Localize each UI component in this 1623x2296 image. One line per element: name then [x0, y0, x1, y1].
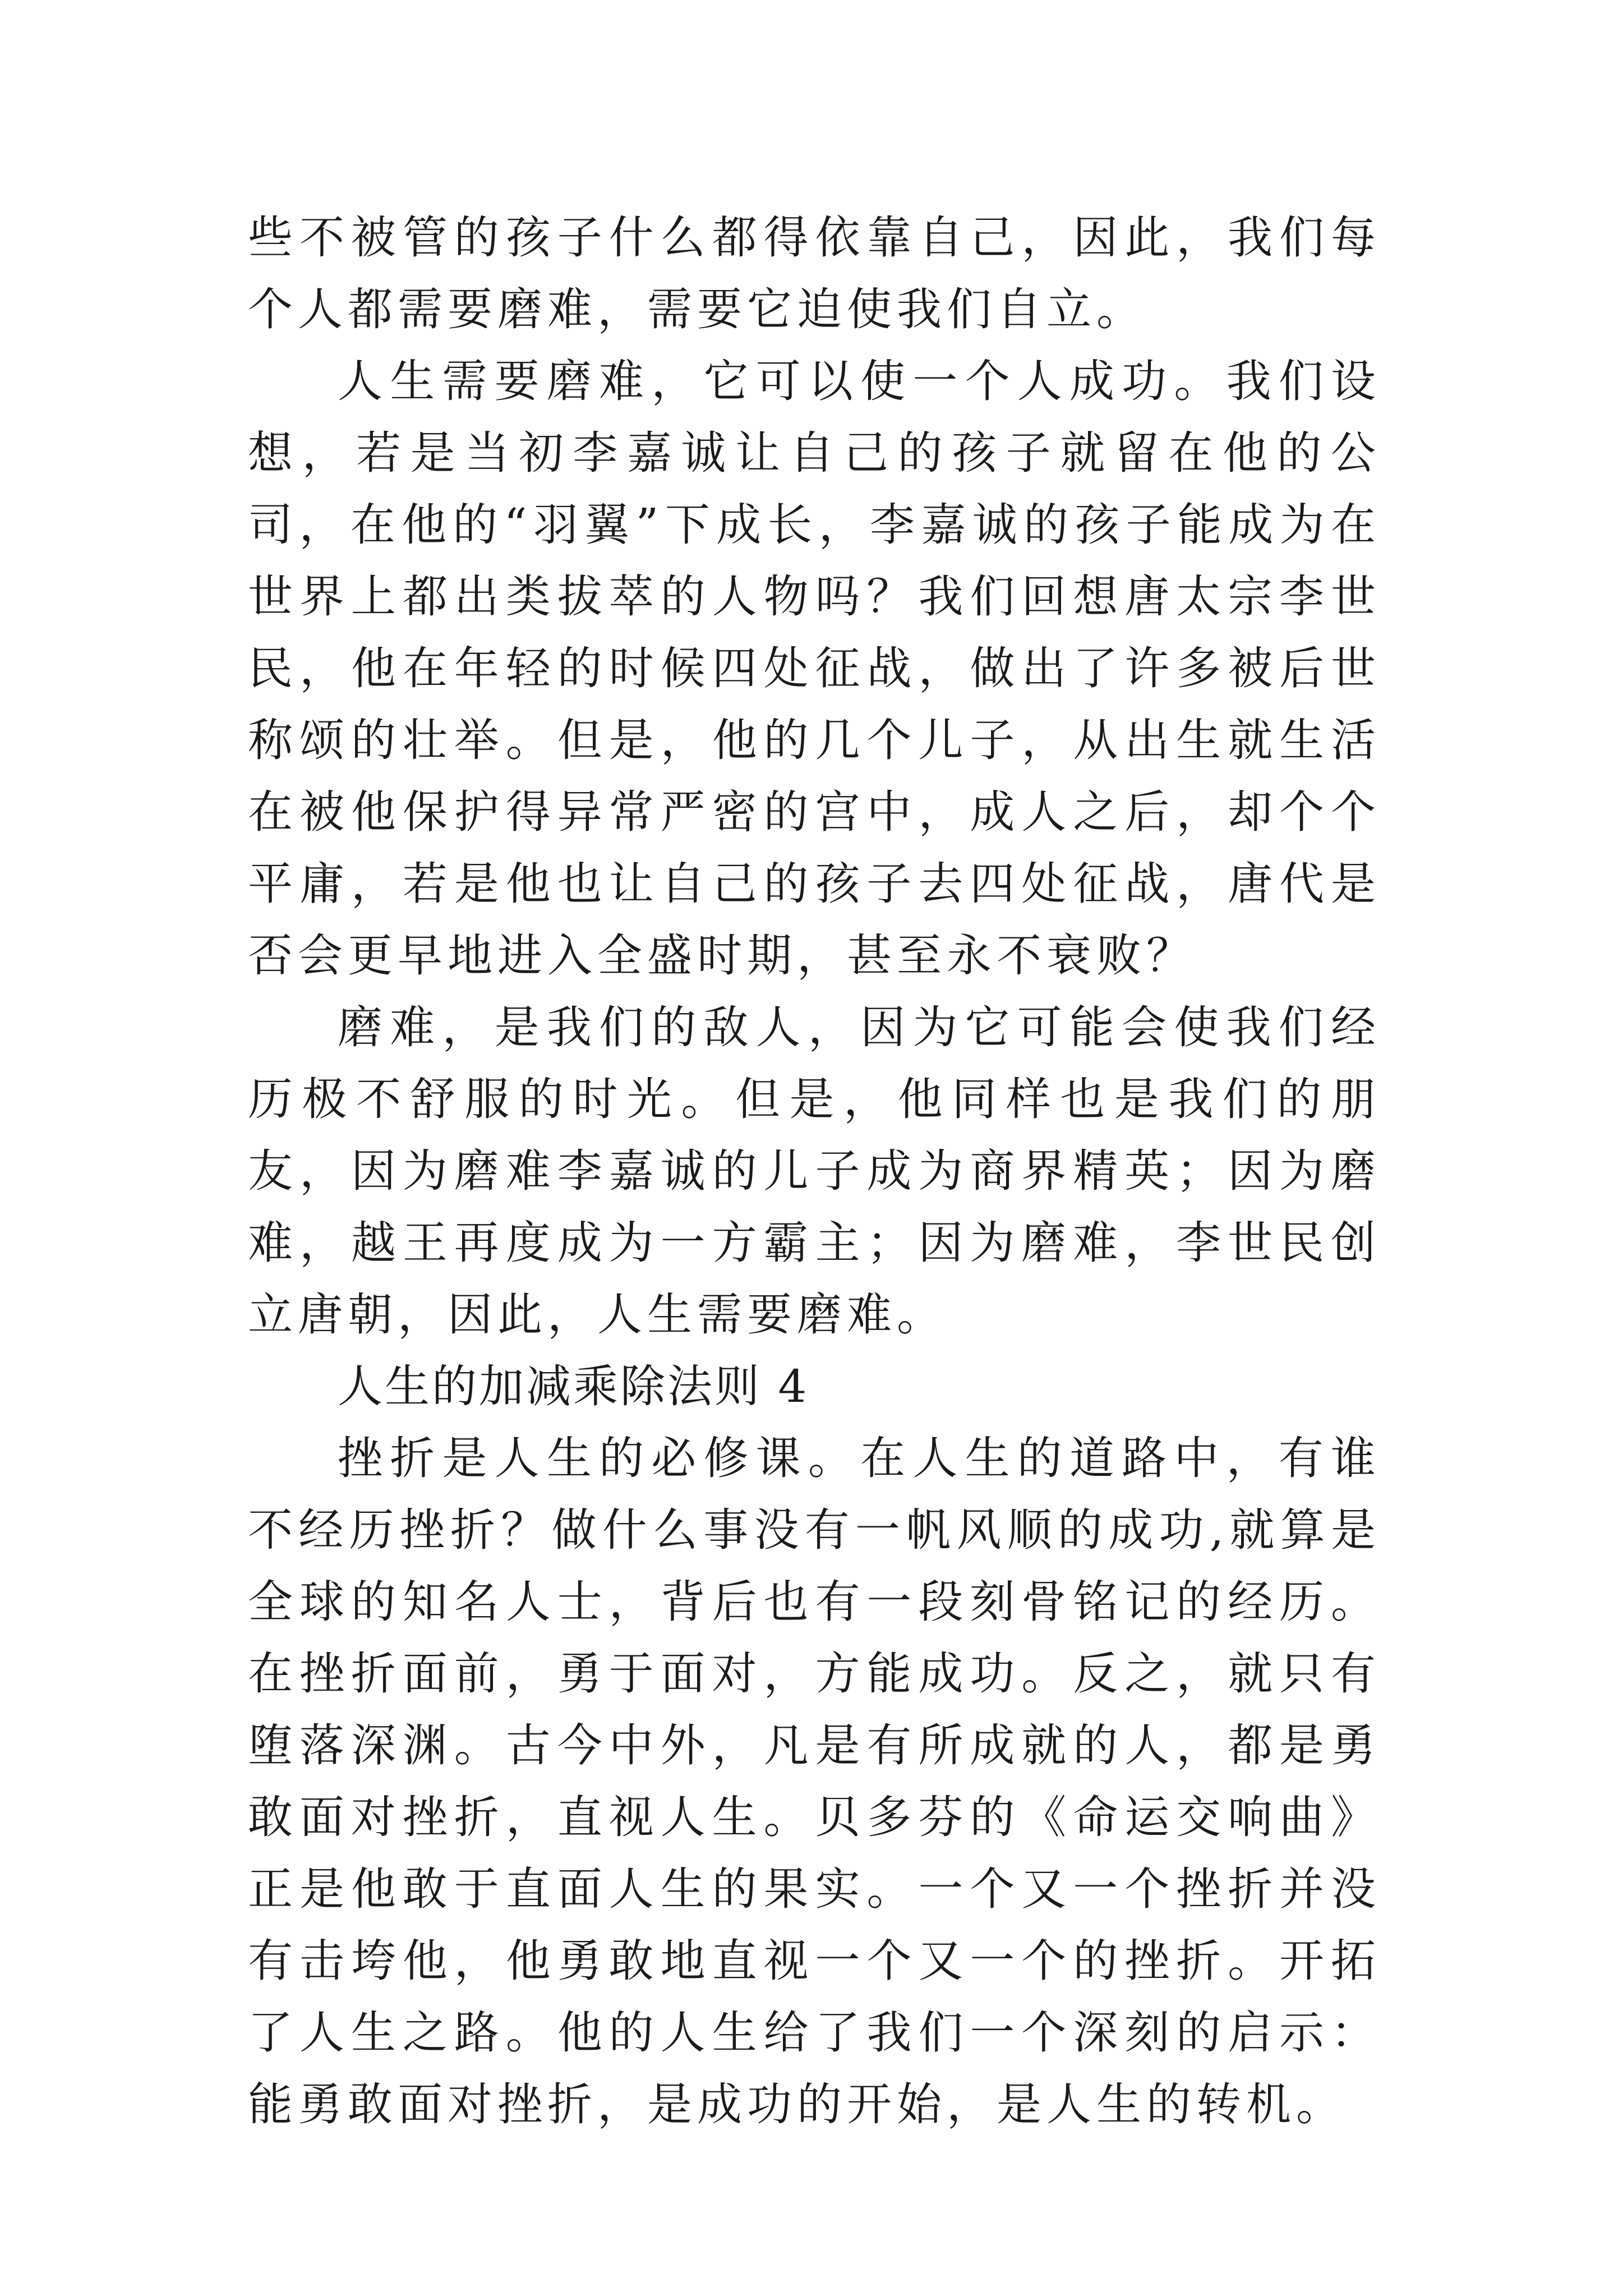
document-body [248, 202, 1381, 2141]
paragraph-hardship-success: 人生需要磨难，它可以使一个人成功。我们设想，若是当初李嘉诚让自己的孩子就留在他的公司，在他的“羽翼”下成长，李嘉诚的孩子能成为在世界上都出类拔萃的人物吗？我们回想唐太宗李世民，他在年轻的时候四处征战，做出了许多被后世称颂的壮举。但是，他的几个儿子，从出生就生活在被他保护得异常严密的宫中，成人之后，却个个平庸，若是他也让自己的孩子去四处征战，唐代是否会更早地进入全盛时期，甚至永不衰败？ [248, 355, 1381, 982]
section-heading: 人生的加减乘除法则 4 [338, 1360, 809, 1412]
paragraph-hardship-enemy-friend: 磨难，是我们的敌人，因为它可能会使我们经历极不舒服的时光。但是，他同样也是我们的朋友，因为磨难李嘉诚的儿子成为商界精英；因为磨难，越王再度成为一方霸主；因为磨难，李世民创立唐朝，因此，人生需要磨难。 [248, 1001, 1381, 1341]
paragraph-continuation: 些不被管的孩子什么都得依靠自己，因此，我们每个人都需要磨难，需要它迫使我们自立。 [248, 211, 1381, 335]
paragraph-setbacks: 挫折是人生的必修课。在人生的道路中，有谁不经历挫折？做什么事没有一帆风顺的成功,就算是全球的知名人士，背后也有一段刻骨铭记的经历。在挫折面前，勇于面对，方能成功。反之，就只有堕落深渊。古今中外，凡是有所成就的人，都是勇敢面对挫折，直视人生。贝多芬的《命运交响曲》正是他敢于直面人生的果实。一个又一个挫折并没有击垮他，他勇敢地直视一个又一个的挫折。开拓了人生之路。他的人生给了我们一个深刻的启示：能勇敢面对挫折，是成功的开始，是人生的转机。 [248, 1432, 1381, 2131]
